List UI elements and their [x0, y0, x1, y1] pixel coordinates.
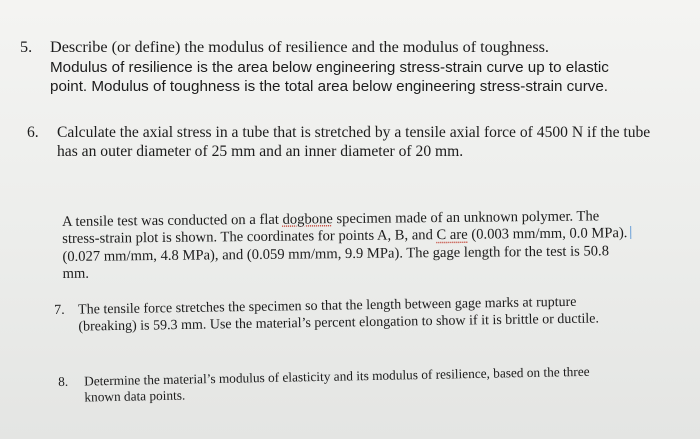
- intro-line-3: (0.027 mm/mm, 4.8 MPa), and (0.059 mm/mm, 9.9 MPa). The gage length for the test is 50.8: [62, 242, 610, 265]
- question-5-text: Describe (or define) the modulus of resilience and the modulus of toughness.: [50, 38, 549, 56]
- question-5: [20, 38, 692, 96]
- question-5-answer: [50, 58, 692, 96]
- question-7-number: 7.: [54, 302, 65, 318]
- question-8-number: 8.: [58, 373, 69, 389]
- intro-line-1-a: A tensile test was conducted on a flat: [62, 211, 283, 230]
- c-are-phrase: C are: [436, 227, 468, 244]
- question-6: [27, 123, 692, 161]
- answer-line-1: Modulus of resilience is the area below engineering stress-strain curve up to elastic: [50, 59, 609, 77]
- answer-line-2: point. Modulus of toughness is the total area below engineering stress-strain curve.: [50, 78, 609, 96]
- dogbone-word: dogbone: [282, 211, 333, 228]
- intro-line-4: mm.: [62, 265, 90, 282]
- question-7: [54, 292, 692, 336]
- question-6-number: 6.: [27, 124, 39, 141]
- question-6-line-2: has an outer diameter of 25 mm and an inner diameter of 20 mm.: [57, 143, 464, 160]
- question-7-line-2: (breaking) is 59.3 mm. Use the material’s percent elongation to show if it is brittle or ductile.: [78, 311, 600, 335]
- text-cursor: [630, 226, 631, 239]
- question-8: [58, 362, 692, 406]
- question-8-line-1: Determine the material’s modulus of elasticity and its modulus of resilience, based on the three: [83, 363, 590, 389]
- problem-intro: [62, 207, 693, 283]
- intro-line-1-c: specimen made of an unknown polymer. The: [332, 208, 600, 228]
- question-6-line-1: Calculate the axial stress in a tube that is stretched by a tensile axial force of 4500 N if the tube: [57, 124, 651, 141]
- question-7-line-1: The tensile force stretches the specimen so that the length between gage marks at rupture: [78, 294, 577, 318]
- intro-line-2-c: (0.003 mm/mm, 0.0 MPa).: [467, 225, 628, 244]
- intro-line-2-a: stress-strain plot is shown. The coordinates for points A, B, and: [62, 227, 437, 248]
- question-8-line-2: known data points.: [84, 387, 186, 405]
- question-5-number: 5.: [20, 38, 33, 56]
